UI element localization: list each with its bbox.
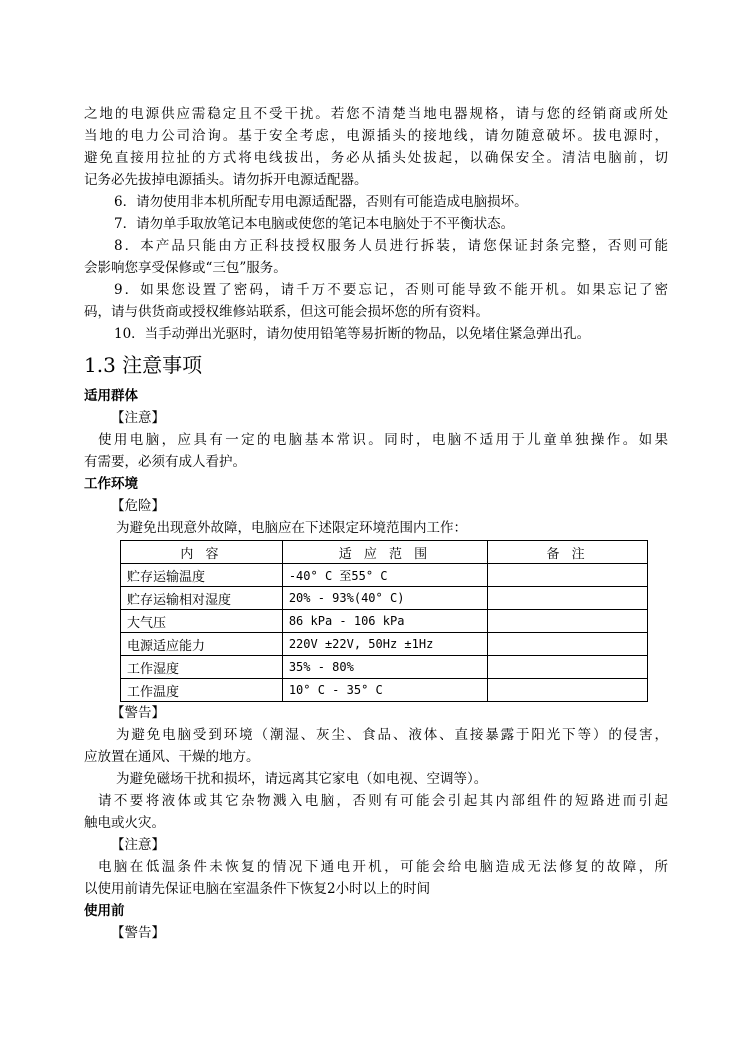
paragraph-line: 有需要，必须有成人看护。 (84, 454, 246, 470)
table-cell (488, 564, 648, 587)
table-cell: 贮存运输温度 (121, 564, 283, 587)
table-header: 内 容 (121, 541, 283, 564)
table-cell (488, 610, 648, 633)
table-cell: 工作温度 (121, 679, 283, 702)
warning-tag: 【警告】 (111, 705, 165, 721)
paragraph-line: 为避免出现意外故障，电脑应在下述限定环境范围内工作： (116, 520, 467, 536)
table-cell (488, 656, 648, 679)
table-row (121, 564, 648, 587)
paragraph-line: 为避免电脑受到环境（潮湿、灰尘、食品、液体、直接暴露于阳光下等）的侵害， (116, 727, 668, 743)
paragraph-line: 避免直接用拉扯的方式将电线拔出，务必从插头处拔起，以确保安全。清洁电脑前，切 (84, 150, 668, 166)
paragraph-line: 为避免磁场干扰和损坏，请远离其它家电（如电视、空调等）。 (116, 771, 488, 787)
list-item: 10．当手动弹出光驱时，请勿使用铅笔等易折断的物品，以免堵住紧急弹出孔。 (114, 326, 591, 342)
warning-tag: 【警告】 (111, 925, 165, 941)
paragraph-line: 请不要将液体或其它杂物溅入电脑，否则有可能会引起其内部组件的短路进而引起 (98, 793, 668, 809)
table-row (121, 587, 648, 610)
list-item: 8．本产品只能由方正科技授权服务人员进行拆装，请您保证封条完整，否则可能 (114, 238, 668, 254)
table-row (121, 679, 648, 702)
table-cell (488, 587, 648, 610)
subsection-title: 工作环境 (84, 476, 138, 492)
table-cell: 35% - 80% (282, 656, 487, 679)
notice-tag: 【注意】 (111, 410, 165, 426)
list-item: 9．如果您设置了密码，请千万不要忘记，否则可能导致不能开机。如果忘记了密 (114, 282, 668, 298)
list-item-continuation: 会影响您享受保修或“三包”服务。 (84, 260, 287, 276)
paragraph-line: 当地的电力公司洽询。基于安全考虑，电源插头的接地线，请勿随意破坏。拔电源时， (84, 128, 668, 144)
table-row (121, 610, 648, 633)
table-row (121, 656, 648, 679)
paragraph-line: 之地的电源供应需稳定且不受干扰。若您不清楚当地电器规格，请与您的经销商或所处 (84, 106, 668, 122)
table-header: 适 应 范 围 (282, 541, 487, 564)
table-cell: 86 kPa - 106 kPa (282, 610, 487, 633)
table-cell: 220V ±22V, 50Hz ±1Hz (282, 633, 487, 656)
paragraph-line: 记务必先拔掉电源插头。请勿拆开电源适配器。 (84, 172, 368, 188)
list-item: 7．请勿单手取放笔记本电脑或使您的笔记本电脑处于不平衡状态。 (114, 216, 515, 232)
subsection-title: 使用前 (84, 903, 125, 919)
subsection-title: 适用群体 (84, 388, 138, 404)
paragraph-line: 使用电脑，应具有一定的电脑基本常识。同时，电脑不适用于儿童单独操作。如果 (98, 432, 668, 448)
table-row (121, 633, 648, 656)
table-cell (488, 633, 648, 656)
table-cell: 工作湿度 (121, 656, 283, 679)
paragraph-line: 应放置在通风、干燥的地方。 (84, 749, 260, 765)
table-cell: 20% - 93%(40° C) (282, 587, 487, 610)
list-item-continuation: 码，请与供货商或授权维修站联系，但这可能会损坏您的所有资料。 (84, 304, 489, 320)
paragraph-line: 触电或火灾。 (84, 815, 165, 831)
table-header-row (121, 541, 648, 564)
section-heading: 1.3 注意事项 (84, 353, 203, 377)
paragraph-line: 以使用前请先保证电脑在室温条件下恢复2小时以上的时间 (84, 881, 431, 897)
environment-table (120, 540, 648, 702)
table-header: 备 注 (488, 541, 648, 564)
table-cell (488, 679, 648, 702)
table-cell: 10° C - 35° C (282, 679, 487, 702)
table-cell: 电源适应能力 (121, 633, 283, 656)
table-cell: 大气压 (121, 610, 283, 633)
paragraph-line: 电脑在低温条件未恢复的情况下通电开机，可能会给电脑造成无法修复的故障，所 (98, 859, 668, 875)
table-cell: 贮存运输相对湿度 (121, 587, 283, 610)
danger-tag: 【危险】 (111, 498, 165, 514)
table-cell: -40° C 至55° C (282, 564, 487, 587)
notice-tag: 【注意】 (111, 837, 165, 853)
list-item: 6．请勿使用非本机所配专用电源适配器，否则有可能造成电脑损坏。 (114, 194, 528, 210)
